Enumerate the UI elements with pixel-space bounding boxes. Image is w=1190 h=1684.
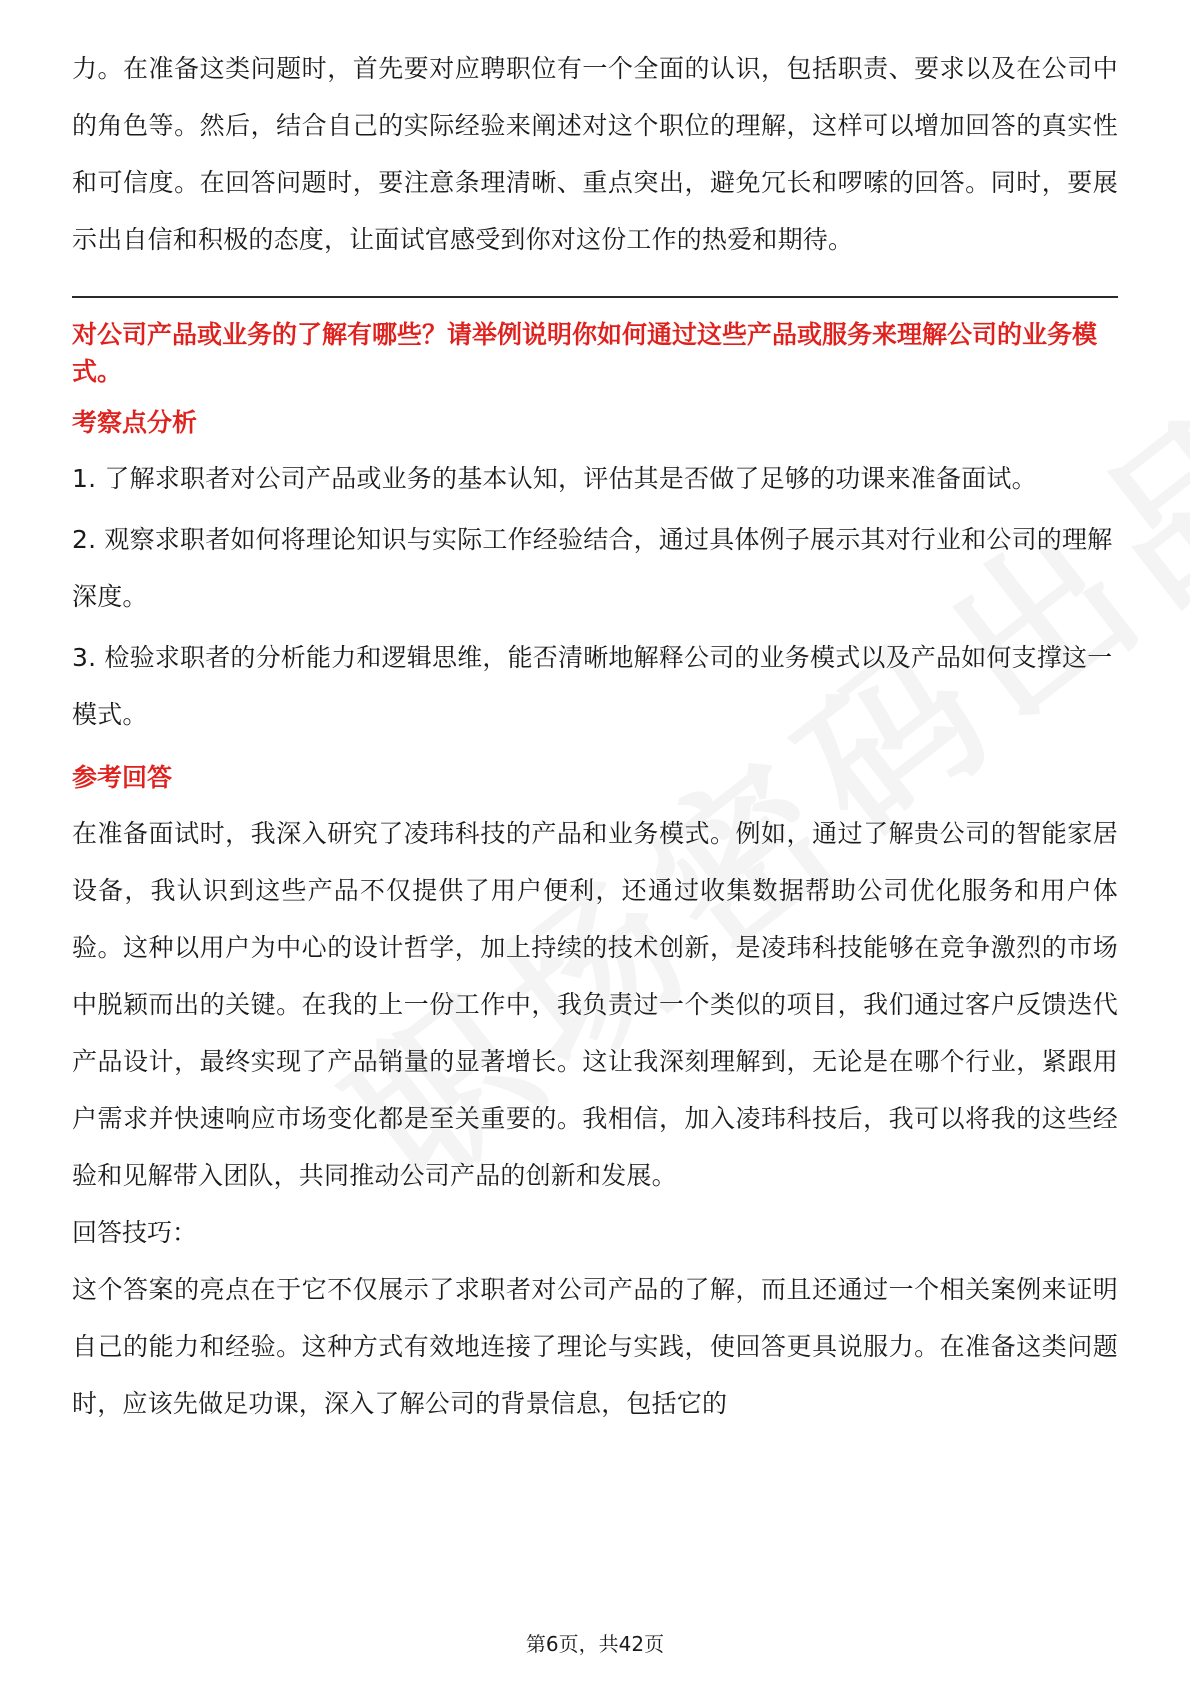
reference-heading: 参考回答 <box>72 763 173 792</box>
analysis-item-1: 1. 了解求职者对公司产品或业务的基本认知，评估其是否做了足够的功课来准备面试。 <box>72 464 1037 493</box>
question-title: 对公司产品或业务的了解有哪些？请举例说明你如何通过这些产品或服务来理解公司的业务模式。 <box>72 320 1098 386</box>
reference-answer: 在准备面试时，我深入研究了凌玮科技的产品和业务模式。例如，通过了解贵公司的智能家居设备，我认识到这些产品不仅提供了用户便利，还通过收集数据帮助公司优化服务和用户体验。这种以用户为中心的设计哲学，加上持续的技术创新，是凌玮科技能够在竞争激烈的市场中脱颖而出的关键。在我的上一份工作中，我负责过一个类似的项目，我们通过客户反馈迭代产品设计，最终实现了产品销量的显著增长。这让我深刻理解到，无论是在哪个行业，紧跟用户需求并快速响应市场变化都是至关重要的。我相信，加入凌玮科技后，我可以将我的这些经验和见解带入团队，共同推动公司产品的创新和发展。 <box>72 819 1118 1190</box>
page-number: 第6页，共42页 <box>525 1632 665 1656</box>
section-divider <box>72 296 1118 298</box>
analysis-item-3: 3. 检验求职者的分析能力和逻辑思维，能否清晰地解释公司的业务模式以及产品如何支撑这一模式。 <box>72 643 1113 729</box>
analysis-item-2: 2. 观察求职者如何将理论知识与实际工作经验结合，通过具体例子展示其对行业和公司的理解深度。 <box>72 525 1113 611</box>
page-content <box>72 40 1118 1432</box>
analysis-heading: 考察点分析 <box>72 408 198 437</box>
tips-paragraph: 这个答案的亮点在于它不仅展示了求职者对公司产品的了解，而且还通过一个相关案例来证明自己的能力和经验。这种方式有效地连接了理论与实践，使回答更具说服力。在准备这类问题时，应该先做足功课，深入了解公司的背景信息，包括它的 <box>72 1275 1118 1418</box>
tips-heading: 回答技巧： <box>72 1218 198 1247</box>
intro-paragraph: 力。在准备这类问题时，首先要对应聘职位有一个全面的认识，包括职责、要求以及在公司中的角色等。然后，结合自己的实际经验来阐述对这个职位的理解，这样可以增加回答的真实性和可信度。在回答问题时，要注意条理清晰、重点突出，避免冗长和啰嗦的回答。同时，要展示出自信和积极的态度，让面试官感受到你对这份工作的热爱和期待。 <box>72 54 1118 254</box>
